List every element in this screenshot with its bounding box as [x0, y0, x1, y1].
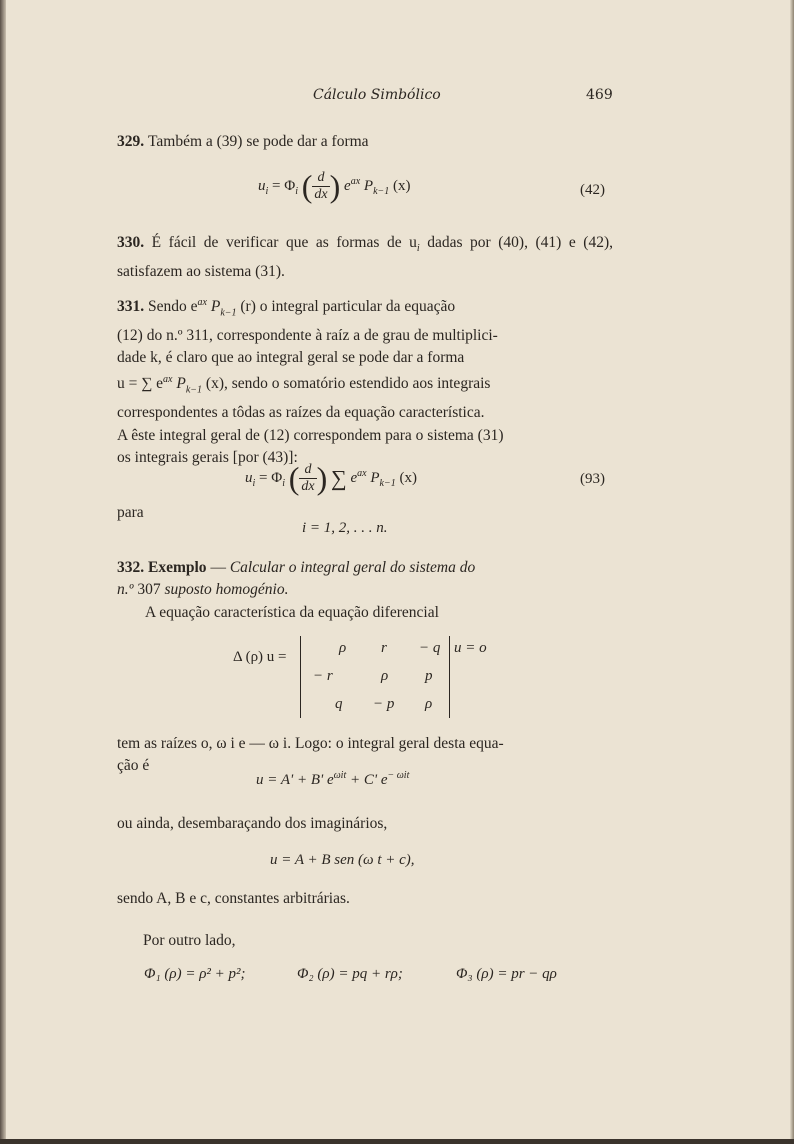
line-6: A êste integral geral de (12) correspondem para o sistema (31)	[117, 426, 504, 444]
section-number: 330.	[117, 234, 145, 251]
index-range: i = 1, 2, . . . n.	[302, 520, 388, 536]
phi-2-equation: Φ₂ (ρ) = pq + rρ;	[297, 966, 403, 982]
line-1b: P	[206, 298, 221, 316]
constants-line: sendo A, B e c, constantes arbitrárias.	[117, 890, 350, 907]
line-1a: Sendo e	[148, 298, 198, 316]
line-4a: u = ∑ e	[117, 375, 164, 393]
matrix-lhs: Δ (ρ) u =	[233, 649, 287, 665]
equation-93: $u_i = \Phi_i$ ( $\frac{d}{dx}$ ) ∑ $e^{ax}$ $P_{k-1}$ (x)	[245, 460, 417, 496]
line-4c: (x), sendo o somatório estendido aos integrais	[202, 375, 491, 393]
example-label: Exemplo	[148, 559, 207, 576]
eq-lhs: u	[245, 469, 253, 486]
eq-polynomial: P	[366, 469, 380, 486]
roots-line-1: tem as raízes o, ω i e — ω i. Logo: o integral geral desta equa-	[117, 735, 504, 752]
line-3: dade k, é claro que ao integral geral se pode dar a forma	[117, 349, 465, 367]
eq-lhs: u	[258, 177, 266, 194]
eq-exponent: ax	[350, 175, 361, 187]
paragraph-329	[117, 131, 613, 153]
eq-sub: i	[265, 185, 269, 197]
paragraph-text-tail: dadas por (40), (41) e (42), satisfazem ao sistema (31).	[117, 234, 613, 280]
phi-1-equation: Φ₁ (ρ) = ρ² + p²;	[144, 966, 246, 982]
paragraph-text: É fácil de verificar que as formas de u	[151, 234, 417, 251]
running-header-title: Cálculo Simbólico	[313, 87, 441, 103]
page-number: 469	[586, 87, 613, 103]
real-solution-equation: u = A + B sen (ω t + c),	[270, 852, 415, 868]
paragraph-330: 330. É fácil de verificar que as formas de $u_i$ dadas por (40), (41) e (42), satisfazem ao sistema (31).	[117, 234, 613, 280]
line-3: A equação característica da equação diferencial	[145, 603, 439, 621]
general-solution-equation	[256, 770, 409, 789]
determinant-matrix	[300, 636, 450, 718]
paragraph-text: Também a (39) se pode dar a forma	[148, 133, 369, 150]
eq-exp-base: e	[344, 177, 351, 194]
derivative-fraction	[299, 462, 316, 495]
paragraph-331: 331. Sendo $e^{ax}$ $P_{k-1}$ (r) o integral particular da equação (12) do n.º 311, correspondente à raíz a de grau de multiplici- dade k, é claro que ao integral geral se pode dar a forma u = ∑ $e^{ax}$ $P_{k-1}$ (x), sendo o somatório estendido aos integrais correspondentes a tôdas as raízes da equação característica. A êste integral geral de (12) correspondem para o sistema (31) os integrais gerais [por (43)]:	[117, 292, 613, 469]
dash: —	[206, 559, 230, 576]
section-number: 329.	[117, 133, 145, 150]
fraction-denominator: dx	[301, 479, 315, 494]
paren-open: (	[301, 168, 313, 204]
paren-close: )	[329, 168, 341, 204]
matrix-cell: − r	[313, 668, 333, 684]
page-bottom-edge	[0, 1139, 794, 1144]
imaginary-line: ou ainda, desembaraçando dos imaginários,	[117, 815, 388, 832]
section-number: 332.	[117, 559, 145, 576]
problem-number: 307	[133, 581, 165, 599]
matrix-rhs: u = o	[454, 640, 487, 656]
page-right-edge	[790, 0, 794, 1144]
paragraph-332	[117, 557, 613, 624]
equation-42: $u_i = \Phi_i$ ( $\frac{d}{dx}$ ) $e^{ax}$ $P_{k-1}$ (x)	[258, 168, 411, 204]
matrix-cell: p	[425, 668, 433, 684]
problem-number-prefix: n.º	[117, 581, 134, 599]
matrix-cell: ρ	[425, 696, 433, 712]
eq-exponent-1: ωit	[333, 770, 347, 781]
eq-argument: (x)	[389, 177, 411, 194]
section-number: 331.	[117, 298, 145, 316]
line-1c: (r) o integral particular da equação	[236, 298, 456, 316]
eq-exponent: ax	[357, 467, 367, 479]
eq-part-1: u = A' + B' e	[256, 772, 334, 788]
matrix-cell: ρ	[339, 640, 347, 656]
matrix-cell: − q	[419, 640, 441, 656]
other-side-line: Por outro lado,	[143, 932, 236, 949]
sum-symbol: ∑	[331, 465, 347, 491]
problem-statement-2: suposto homogénio.	[164, 581, 289, 599]
line-7: os integrais gerais [por (43)]:	[117, 448, 298, 466]
matrix-cell: q	[335, 696, 343, 712]
eq-poly-sub: k−1	[379, 477, 396, 489]
eq-polynomial: P	[360, 177, 374, 194]
para-word: para	[117, 504, 144, 521]
eq-sub: i	[252, 477, 256, 489]
eq-operator: = Φ	[259, 469, 283, 486]
phi-3-equation: Φ₃ (ρ) = pr − qρ	[456, 966, 557, 982]
line-4b: P	[172, 375, 186, 393]
problem-statement-1: Calcular o integral geral do sistema do	[229, 559, 476, 576]
eq-argument: (x)	[395, 469, 417, 486]
matrix-cell: − p	[373, 696, 395, 712]
line-5: correspondentes a tôdas as raízes da equação característica.	[117, 404, 485, 422]
eq-part-2: + C' e	[346, 772, 388, 788]
equation-number-93: (93)	[580, 471, 605, 487]
line-2: (12) do n.º 311, correspondente à raíz a de grau de multiplici-	[117, 326, 498, 344]
eq-poly-sub: k−1	[373, 185, 390, 197]
derivative-fraction	[312, 170, 329, 203]
fraction-denominator: dx	[314, 187, 328, 202]
roots-line-2: ção é	[117, 757, 150, 775]
matrix-cell: ρ	[381, 668, 389, 684]
eq-exponent-2: − ωit	[387, 770, 410, 781]
paren-open: (	[288, 460, 300, 496]
page-left-edge	[0, 0, 6, 1144]
eq-exp-base: e	[346, 469, 358, 486]
equation-number-42: (42)	[580, 182, 605, 198]
matrix-cell: r	[381, 640, 387, 656]
fraction-numerator: d	[312, 170, 329, 187]
eq-operator: = Φ	[272, 177, 296, 194]
fraction-numerator: d	[299, 462, 316, 479]
paren-close: )	[316, 460, 328, 496]
